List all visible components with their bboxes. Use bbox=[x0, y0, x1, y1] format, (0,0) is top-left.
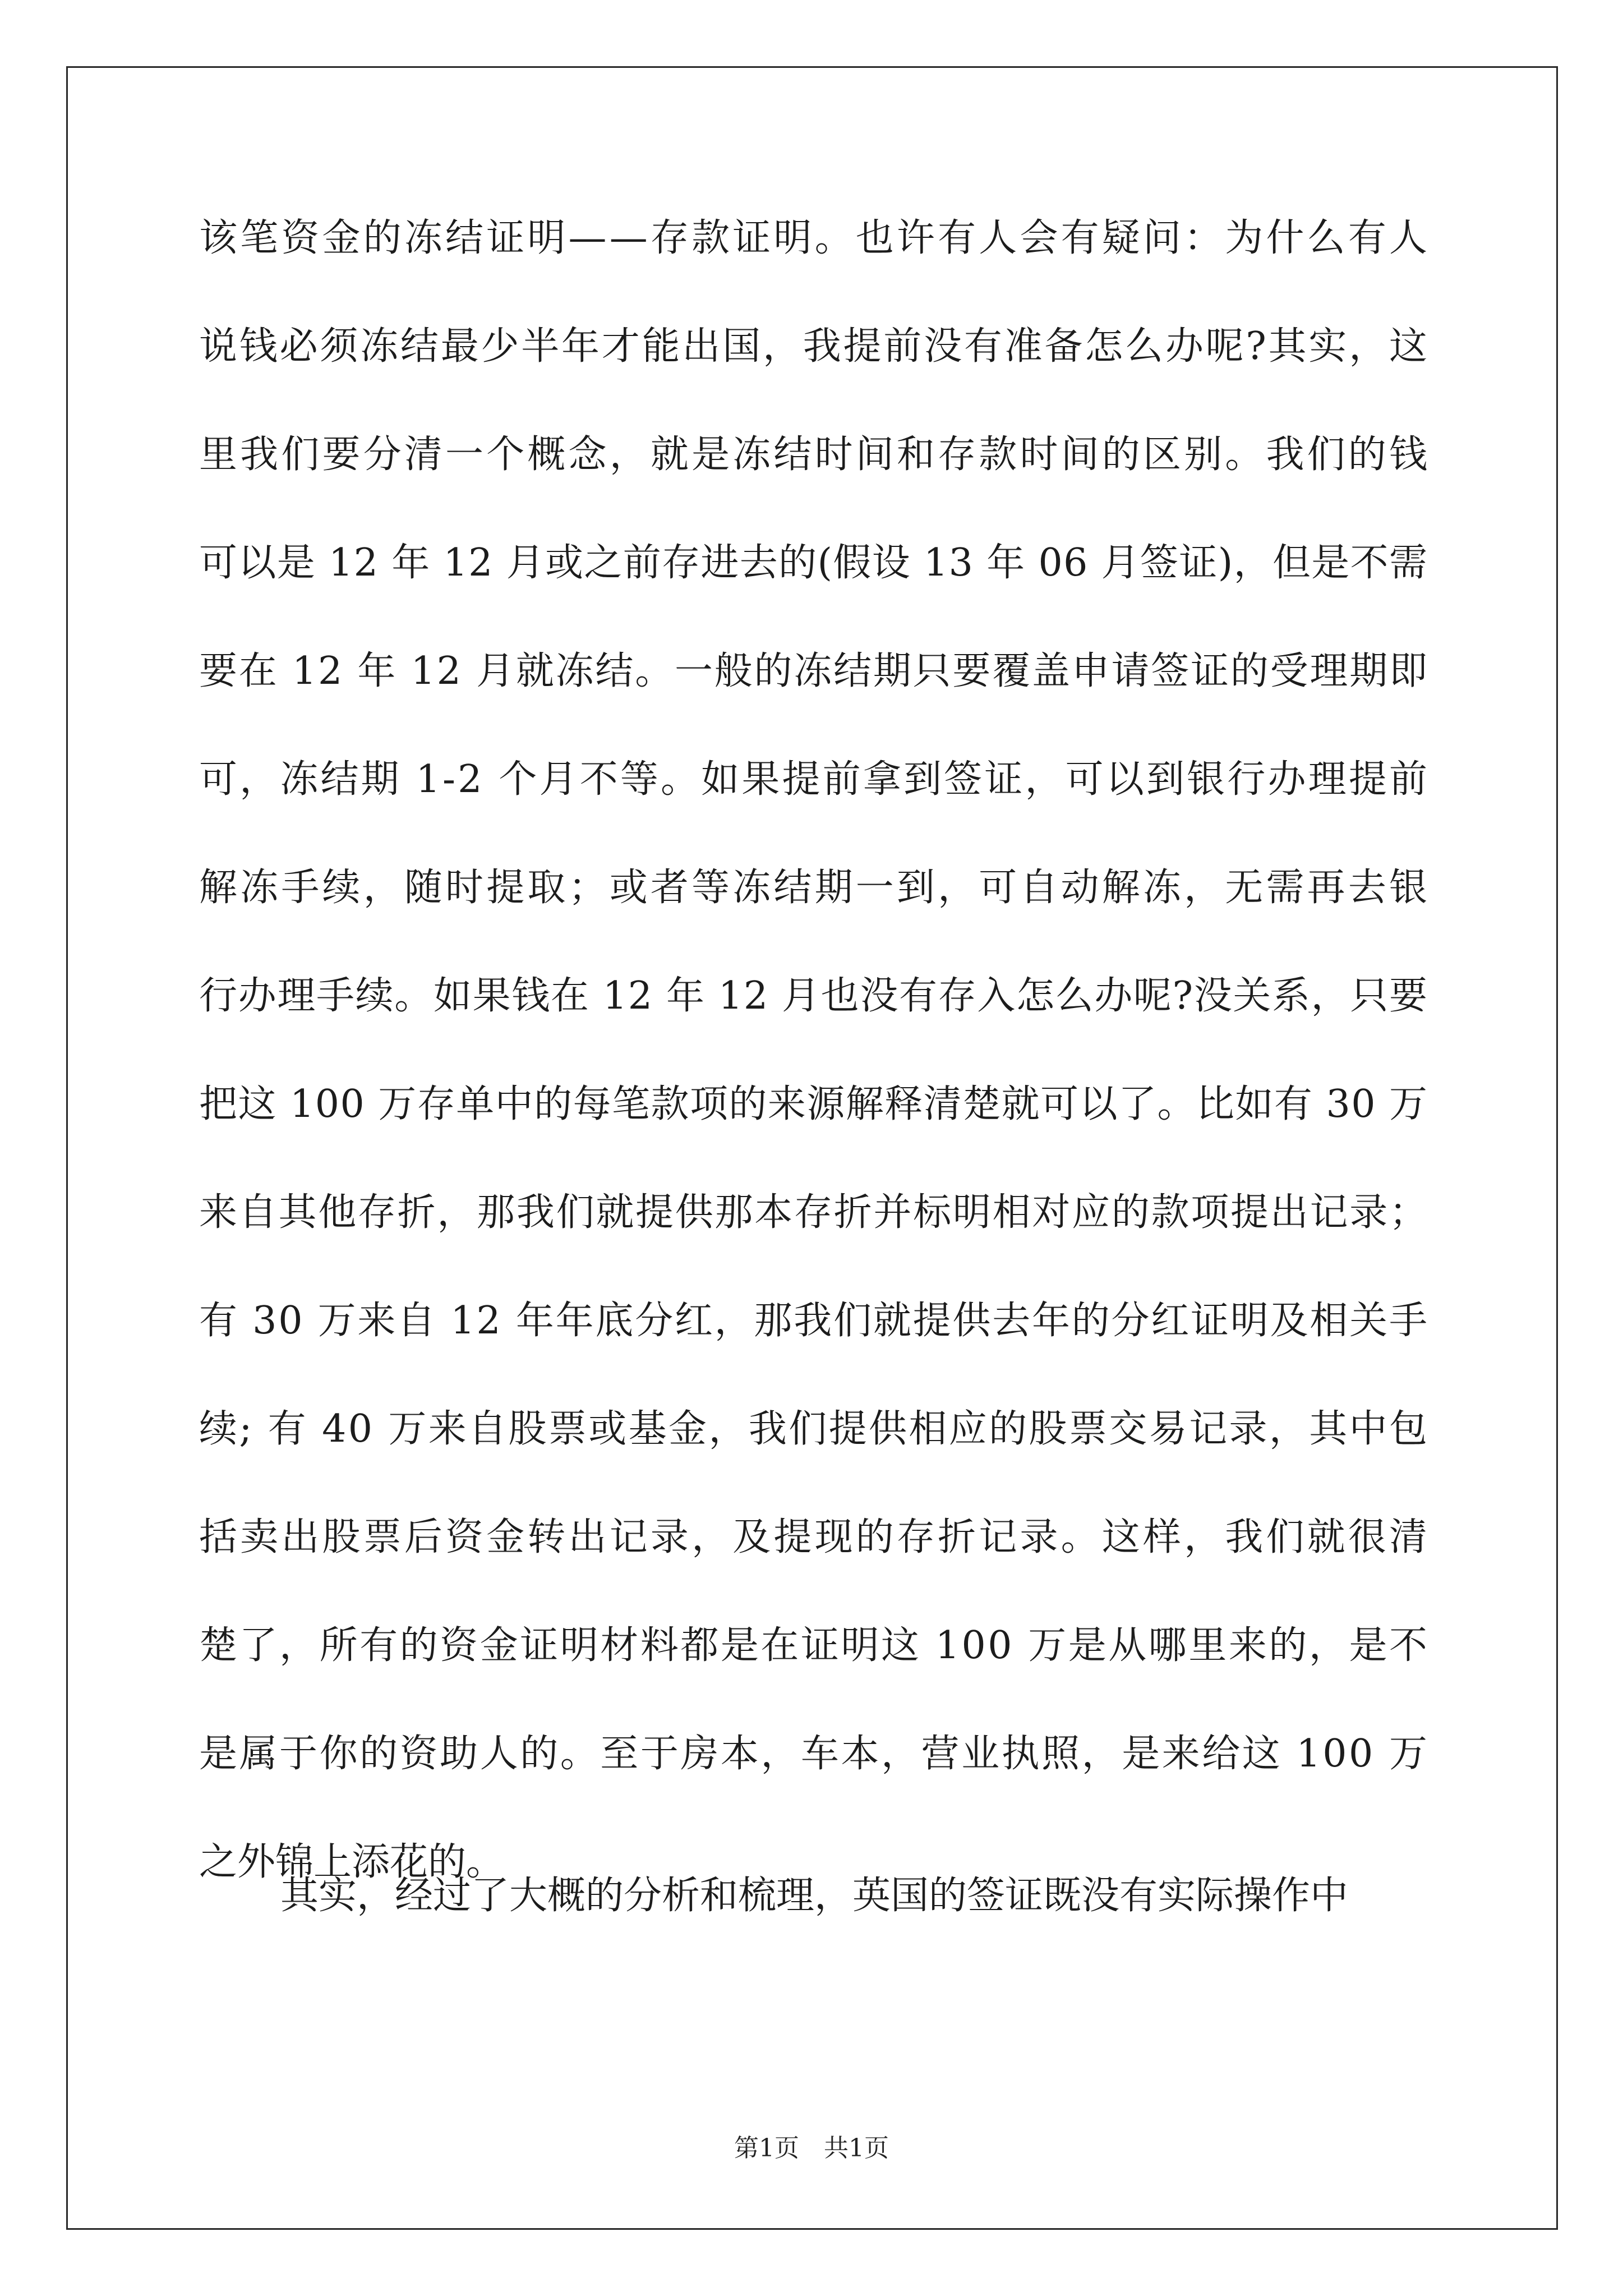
text-line bbox=[199, 1185, 1427, 1293]
text-line bbox=[199, 535, 1427, 643]
text-line-content: 行办理手续。如果钱在 12 年 12 月也没有存入怎么办呢?没关系，只要 bbox=[199, 974, 1428, 1018]
text-line-content: 有 30 万来自 12 年年底分红，那我们就提供去年的分红证明及相关手 bbox=[199, 1299, 1429, 1343]
text-line-content: 里我们要分清一个概念，就是冻结时间和存款时间的区别。我们的钱 bbox=[199, 432, 1431, 477]
text-line bbox=[199, 1401, 1430, 1510]
page-footer bbox=[0, 2132, 1623, 2165]
text-line bbox=[199, 860, 1431, 968]
text-line-content: 是属于你的资助人的。至于房本，车本，营业执照，是来给这 100 万 bbox=[199, 1732, 1430, 1776]
text-line-content: 其实，经过了大概的分析和梳理，英国的签证既没有实际操作中 bbox=[280, 1874, 1349, 1918]
text-line-content: 把这 100 万存单中的每笔款项的来源解释清楚就可以了。比如有 30 万 bbox=[199, 1082, 1428, 1126]
paragraph-2 bbox=[199, 1868, 1427, 1976]
paragraph-1 bbox=[199, 210, 1431, 1943]
text-line bbox=[199, 1868, 1427, 1976]
text-line bbox=[199, 319, 1430, 427]
text-line bbox=[199, 643, 1427, 752]
text-line-content: 楚了，所有的资金证明材料都是在证明这 100 万是从哪里来的，是不 bbox=[199, 1623, 1430, 1668]
text-line bbox=[199, 1293, 1427, 1401]
text-line bbox=[199, 1618, 1430, 1726]
text-line-content: 续; 有 40 万来自股票或基金，我们提供相应的股票交易记录，其中包 bbox=[199, 1407, 1430, 1451]
text-line-content: 可，冻结期 1-2 个月不等。如果提前拿到签证，可以到银行办理提前 bbox=[199, 757, 1430, 802]
text-line bbox=[199, 968, 1427, 1076]
text-line bbox=[199, 427, 1431, 535]
text-line-content: 要在 12 年 12 月就冻结。一般的冻结期只要覆盖申请签证的受理期即 bbox=[199, 649, 1429, 693]
page-number-label: 第1页 共1页 bbox=[734, 2134, 889, 2162]
text-line-content: 可以是 12 年 12 月或之前存进去的(假设 13 年 06 月签证)，但是不需 bbox=[199, 541, 1428, 585]
text-line-content: 之外锦上添花的。 bbox=[199, 1840, 505, 1884]
text-line-content: 说钱必须冻结最少半年才能出国，我提前没有准备怎么办呢?其实，这 bbox=[199, 324, 1430, 369]
text-line-content: 括卖出股票后资金转出记录，及提现的存折记录。这样，我们就很清 bbox=[199, 1515, 1431, 1559]
text-line-content: 该笔资金的冻结证明——存款证明。也许有人会有疑问：为什么有人 bbox=[199, 216, 1431, 260]
text-line-content: 来自其他存折，那我们就提供那本存折并标明相对应的款项提出记录； bbox=[199, 1190, 1429, 1235]
text-line bbox=[199, 1510, 1431, 1618]
text-line bbox=[199, 1076, 1427, 1185]
text-line-content: 解冻手续，随时提取；或者等冻结期一到，可自动解冻，无需再去银 bbox=[199, 866, 1431, 910]
text-line bbox=[199, 1726, 1430, 1834]
text-line bbox=[199, 210, 1431, 319]
text-line bbox=[199, 752, 1430, 860]
